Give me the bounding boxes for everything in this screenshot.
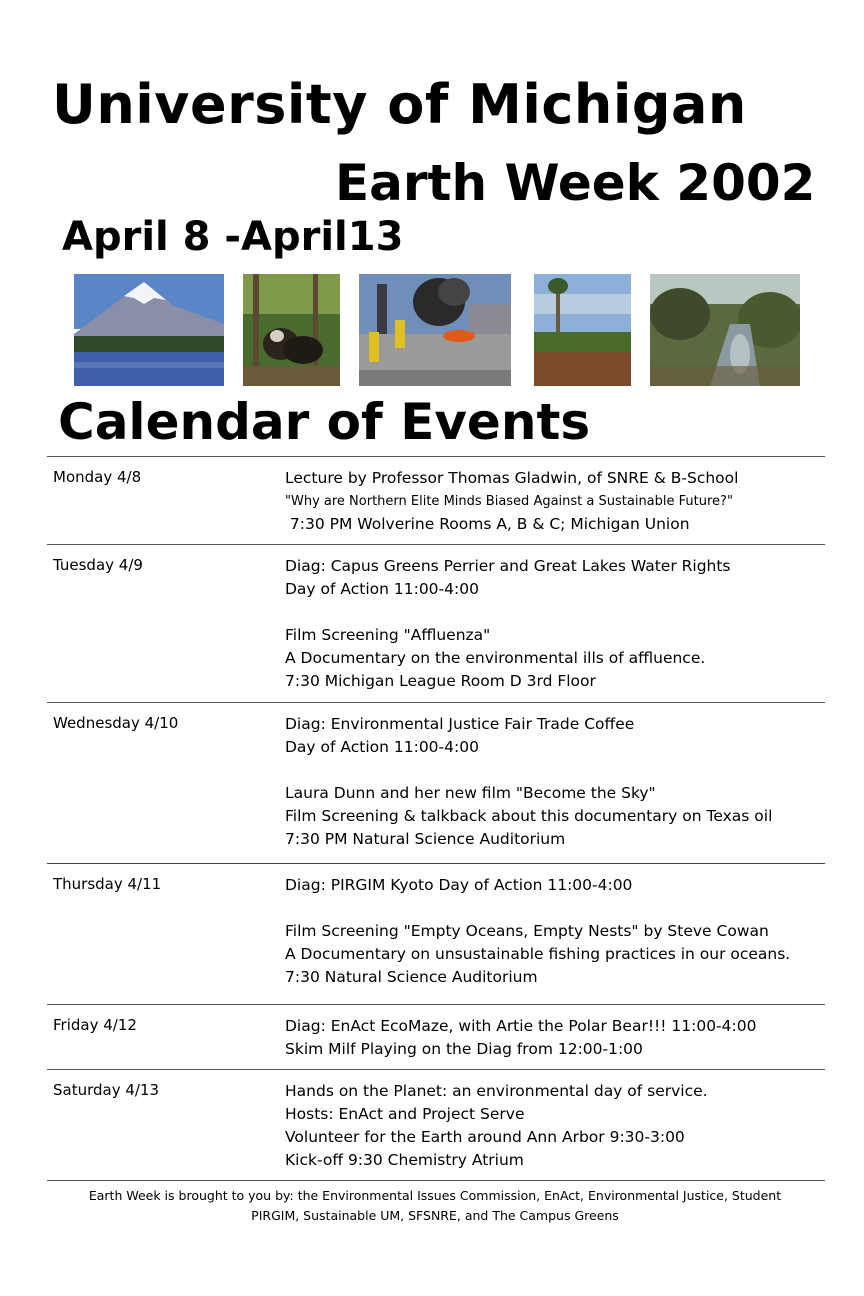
photo-mountain-lake: [74, 274, 224, 386]
footer-line: PIRGIM, Sustainable UM, SFSNRE, and The Campus Greens: [251, 1208, 619, 1223]
event-row-wednesday: [47, 703, 825, 863]
event-line: 7:30 Natural Science Auditorium: [285, 968, 538, 986]
event-line: A Documentary on unsustainable fishing practices in our oceans.: [285, 945, 791, 963]
event-line: Volunteer for the Earth around Ann Arbor 9:30-3:00: [285, 1128, 685, 1146]
event-line: Diag: EnAct EcoMaze, with Artie the Polar Bear!!! 11:00-4:00: [285, 1017, 757, 1035]
event-line: Day of Action 11:00-4:00: [285, 580, 479, 598]
event-line: 7:30 Michigan League Room D 3rd Floor: [285, 672, 596, 690]
photo-clearcut-land: [534, 274, 631, 386]
page-title-line1: University of Michigan: [52, 73, 747, 136]
event-day: Thursday 4/11: [53, 875, 162, 893]
calendar-heading: Calendar of Events: [58, 393, 591, 451]
event-dates: April 8 -April13: [62, 214, 404, 260]
event-day: Saturday 4/13: [53, 1081, 160, 1099]
footer-line: Earth Week is brought to you by: the Environmental Issues Commission, EnAct, Environmental Justice, Student: [88, 1188, 782, 1203]
divider: [47, 1180, 825, 1181]
event-line: Hands on the Planet: an environmental day of service.: [285, 1082, 708, 1100]
event-day: Tuesday 4/9: [53, 556, 143, 574]
photo-industrial-fire: [359, 274, 511, 386]
event-line: 7:30 PM Wolverine Rooms A, B & C; Michigan Union: [285, 515, 690, 533]
event-line: Hosts: EnAct and Project Serve: [285, 1105, 525, 1123]
event-line: A Documentary on the environmental ills of affluence.: [285, 649, 706, 667]
event-row-thursday: [47, 864, 825, 1004]
event-row-saturday: [47, 1070, 825, 1180]
event-row-friday: [47, 1005, 825, 1069]
event-line: Diag: PIRGIM Kyoto Day of Action 11:00-4:00: [285, 876, 633, 894]
event-line: 7:30 PM Natural Science Auditorium: [285, 830, 566, 848]
events-table: [47, 456, 825, 1181]
event-line: Film Screening "Affluenza": [285, 626, 491, 644]
photo-strip: [0, 274, 864, 388]
event-day: Friday 4/12: [53, 1016, 137, 1034]
photo-forest-stream: [650, 274, 800, 386]
event-line: Day of Action 11:00-4:00: [285, 738, 479, 756]
event-line: "Why are Northern Elite Minds Biased Against a Sustainable Future?": [285, 494, 733, 509]
event-line: Laura Dunn and her new film "Become the Sky": [285, 784, 656, 802]
event-day: Monday 4/8: [53, 468, 142, 486]
event-line: Kick-off 9:30 Chemistry Atrium: [285, 1151, 524, 1169]
page-title-line2: Earth Week 2002: [335, 154, 816, 212]
event-line: Film Screening & talkback about this documentary on Texas oil: [285, 807, 773, 825]
event-line: Diag: Capus Greens Perrier and Great Lakes Water Rights: [285, 557, 731, 575]
event-line: Diag: Environmental Justice Fair Trade Coffee: [285, 715, 635, 733]
event-row-monday: [47, 457, 825, 544]
event-line: Lecture by Professor Thomas Gladwin, of SNRE & B-School: [285, 469, 739, 487]
event-day: Wednesday 4/10: [53, 714, 179, 732]
event-row-tuesday: [47, 545, 825, 702]
photo-forest-animal: [243, 274, 340, 386]
event-line: Skim Milf Playing on the Diag from 12:00-1:00: [285, 1040, 643, 1058]
event-line: Film Screening "Empty Oceans, Empty Nests" by Steve Cowan: [285, 922, 769, 940]
sponsors-footer: [40, 1186, 830, 1226]
